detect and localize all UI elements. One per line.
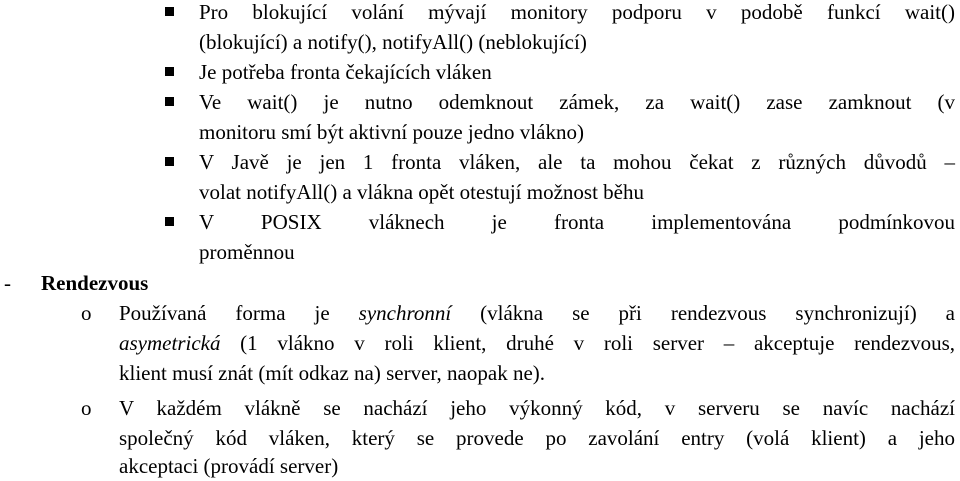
bullet-5-line-2: proměnnou bbox=[199, 240, 295, 264]
bullet-1-line-1: Pro blokující volání mývají monitory podporu v podobě funkcí wait() bbox=[199, 0, 955, 24]
square-bullet-icon bbox=[165, 217, 174, 226]
circle-bullet: o bbox=[81, 301, 92, 325]
sub-1-line-3: klient musí znát (mít odkaz na) server, naopak ne). bbox=[119, 361, 546, 385]
square-bullet-icon bbox=[165, 157, 174, 166]
square-bullet-icon bbox=[165, 97, 174, 106]
square-bullet-icon bbox=[165, 67, 174, 76]
section-dash: - bbox=[4, 271, 11, 295]
sub-1-line-2: asymetrická (1 vlákno v roli klient, druhé v roli server – akceptuje rendezvous, bbox=[119, 331, 955, 355]
bullet-1-line-2: (blokující) a notify(), notifyAll() (neblokující) bbox=[199, 30, 587, 54]
sub-1-line-1: Používaná forma je synchronní (vlákna se při rendezvous synchronizují) a bbox=[119, 301, 955, 325]
circle-bullet: o bbox=[81, 396, 92, 420]
bullet-5-line-1: V POSIX vláknech je fronta implementována podmínkovou bbox=[199, 210, 955, 234]
sub-2-line-3: akceptaci (provádí server) bbox=[119, 454, 339, 478]
bullet-3-line-2: monitoru smí být aktivní pouze jedno vlákno) bbox=[199, 120, 584, 144]
bullet-3-line-1: Ve wait() je nutno odemknout zámek, za wait() zase zamknout (v bbox=[199, 90, 955, 114]
bullet-4-line-2: volat notifyAll() a vlákna opět otestují možnost běhu bbox=[199, 180, 644, 204]
bullet-2-line-1: Je potřeba fronta čekajících vláken bbox=[199, 60, 492, 84]
sub-2-line-2: společný kód vláken, který se provede po zavolání entry (volá klient) a jeho bbox=[119, 426, 955, 450]
bullet-4-line-1: V Javě je jen 1 fronta vláken, ale ta mohou čekat z různých důvodů – bbox=[199, 150, 955, 174]
sub-2-line-1: V každém vlákně se nachází jeho výkonný kód, v serveru se navíc nachází bbox=[119, 396, 955, 420]
section-title: Rendezvous bbox=[41, 271, 149, 295]
square-bullet-icon bbox=[165, 7, 174, 16]
